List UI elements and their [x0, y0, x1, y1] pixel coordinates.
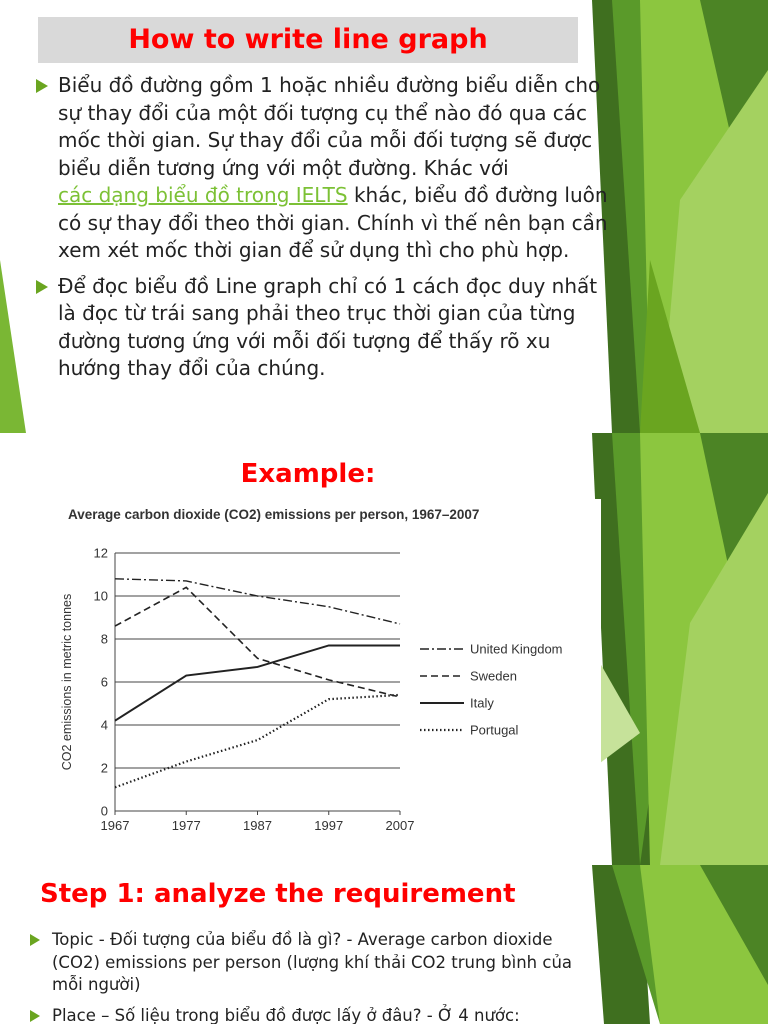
example-title: Example: [240, 459, 376, 489]
triangle-bullet-icon [36, 280, 48, 294]
bullet-item [36, 273, 611, 383]
step-1-title: Step 1: analyze the requirement [40, 879, 516, 909]
x-tick-label: 1967 [100, 818, 130, 833]
title-bar [38, 17, 578, 63]
legend-label: United Kingdom [470, 641, 563, 657]
bullet-list [36, 72, 611, 391]
y-tick-label: 4 [100, 717, 108, 733]
slide-title: How to write line graph [128, 24, 488, 55]
bullet-item [30, 929, 590, 997]
y-tick-label: 10 [93, 588, 108, 604]
series-line-sweden [115, 587, 400, 697]
x-tick-label: 1977 [171, 818, 201, 833]
y-tick-label: 12 [93, 545, 108, 561]
x-tick-label: 1997 [314, 818, 344, 833]
x-tick-label: 1987 [243, 818, 272, 833]
series-line-italy [115, 645, 400, 720]
bullet-text: Biểu đồ đường gồm 1 hoặc nhiều đường biểu diễn cho sự thay đổi của một đối tượng cụ thể nào đó qua các mốc thời gian. Sự thay đổi của mỗi đối tượng sẽ được biểu diễn tương ứng với một đường. Khác với [58, 73, 601, 180]
series-line-united-kingdom [115, 579, 400, 624]
bullet-text: Place – Số liệu trong biểu đồ được lấy ở đâu? - Ở 4 nước: [52, 1005, 520, 1024]
line-chart [50, 499, 601, 849]
slide-2 [0, 433, 768, 865]
y-tick-label: 2 [100, 760, 108, 776]
y-tick-label: 0 [100, 803, 108, 819]
triangle-bullet-icon [36, 79, 48, 93]
bullet-text: Để đọc biểu đồ Line graph chỉ có 1 cách đọc duy nhất là đọc từ trái sang phải theo trục thời gian của từng đường tương ứng với mỗi đối tượng để thấy rõ xu hướng thay đổi của chúng. [58, 273, 598, 380]
legend-label: Italy [470, 695, 494, 711]
x-tick-label: 2007 [385, 818, 415, 833]
triangle-bullet-icon [30, 934, 40, 946]
slide-3 [0, 865, 768, 1024]
y-tick-label: 8 [100, 631, 108, 647]
y-axis-label: CO2 emissions in metric tonnes [60, 593, 74, 771]
slide-1 [0, 0, 768, 433]
ielts-chart-types-link[interactable]: các dạng biểu đồ trong IELTS [58, 183, 348, 207]
legend-label: Portugal [470, 722, 519, 738]
y-tick-label: 6 [100, 674, 108, 690]
bullet-text: Topic - Đối tượng của biểu đồ là gì? - Average carbon dioxide (CO2) emissions per person (lượng khí thải CO2 trung bình của mỗi người) [52, 930, 573, 994]
bullet-item [36, 72, 611, 265]
line-chart-svg [50, 499, 601, 849]
bullet-list [30, 929, 590, 1024]
bullet-item [30, 1005, 590, 1024]
bullet-text-cont: khác, biểu đồ đường luôn có sự thay đổi theo thời gian. Chính vì thế nên bạn cần xem xét mốc thời gian để sử dụng thì cho phù hợp. [58, 183, 608, 262]
series-line-portugal [115, 695, 400, 787]
legend-label: Sweden [470, 668, 517, 684]
chart-title: Average carbon dioxide (CO2) emissions per person, 1967–2007 [68, 507, 480, 522]
triangle-bullet-icon [30, 1010, 40, 1022]
